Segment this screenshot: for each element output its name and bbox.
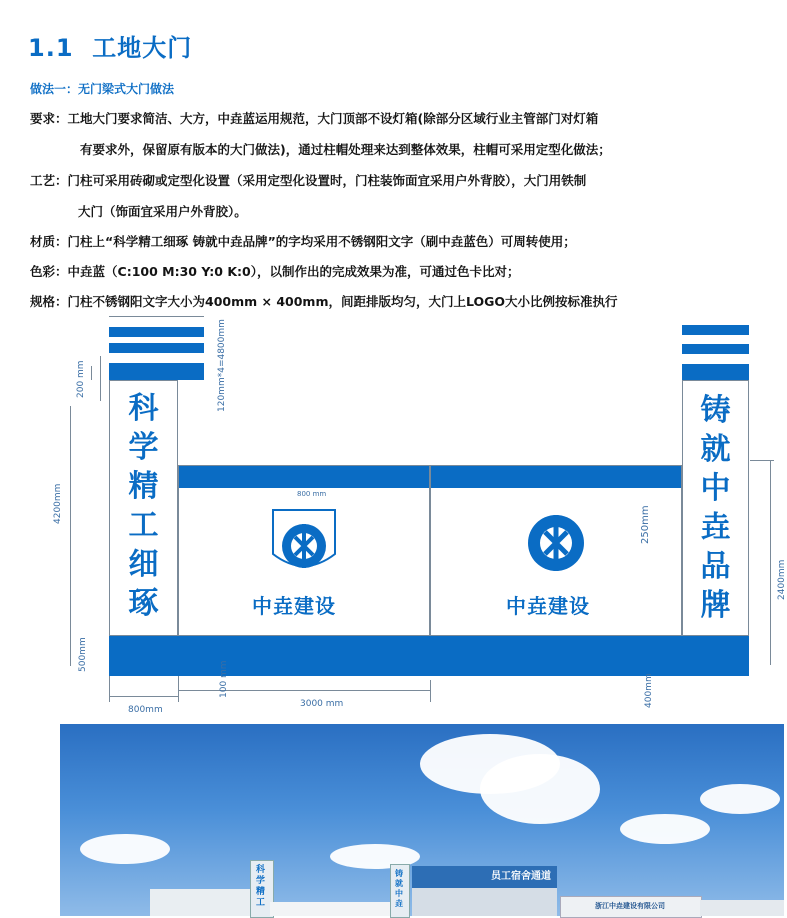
photo-mid-pole: 铸就中垚 bbox=[390, 864, 410, 918]
dim-line bbox=[109, 676, 110, 702]
dim-line-right-h bbox=[770, 460, 771, 665]
material-line: 材质：门柱上“科学精工细琢 铸就中垚品牌”的字均采用不锈钢阳文字（刷中垚蓝色）可周转使用； bbox=[30, 234, 576, 249]
pole-char: 铸 bbox=[700, 393, 731, 428]
dim-right-base: 400mm bbox=[644, 673, 654, 708]
gate-bottom-band bbox=[178, 636, 682, 676]
dim-height: 4200mm bbox=[53, 483, 63, 524]
dim-line-gate-w bbox=[178, 690, 430, 691]
dim-line-height bbox=[70, 406, 71, 666]
dim-line bbox=[430, 680, 431, 702]
cap-stripe bbox=[109, 363, 204, 380]
pole-char: 学 bbox=[128, 430, 159, 465]
gate-brand-left: 中垚建设 bbox=[252, 594, 336, 618]
dorm-building bbox=[412, 888, 557, 916]
dim-gap: 100 mm bbox=[219, 660, 229, 698]
dim-band: 250mm bbox=[640, 505, 651, 544]
cap-stripe bbox=[682, 344, 749, 354]
dim-cap-height: 200 mm bbox=[76, 360, 86, 398]
cloud bbox=[620, 814, 710, 844]
subheading: 做法一：无门梁式大门做法 bbox=[30, 82, 175, 96]
gate-logo-icon bbox=[271, 504, 337, 582]
dorm-sign: 员工宿舍通道 bbox=[412, 866, 557, 888]
pole-char: 琢 bbox=[128, 586, 159, 621]
pole-char: 科 bbox=[128, 391, 159, 426]
left-pole-text bbox=[110, 381, 177, 623]
gate-logo-icon bbox=[523, 510, 589, 576]
pole-char: 工 bbox=[128, 508, 159, 543]
cap-outline bbox=[109, 316, 204, 317]
logo-width-dim: 800 mm bbox=[297, 490, 327, 498]
cloud bbox=[700, 784, 780, 814]
pole-char: 中 bbox=[700, 471, 731, 506]
dim-line bbox=[91, 366, 92, 380]
dim-pole-width: 800mm bbox=[128, 705, 163, 715]
pole-char: 牌 bbox=[700, 588, 731, 623]
section-title bbox=[28, 28, 192, 63]
craft-line1: 工艺：门柱可采用砖砌或定型化设置（采用定型化设置时，门柱装饰面宜采用户外背胶），大门用铁制 bbox=[30, 173, 587, 188]
photo-left-pole: 科学精工 bbox=[250, 860, 274, 918]
dim-cap: 120mm*4=4800mm bbox=[217, 319, 227, 412]
dim-line bbox=[750, 460, 774, 461]
right-pole-text bbox=[683, 381, 748, 625]
left-pole bbox=[109, 380, 178, 636]
requirement-line1: 要求：工地大门要求简洁、大方，中垚蓝运用规范，大门顶部不设灯箱(除部分区域行业主管部门对灯箱 bbox=[30, 111, 599, 126]
pole-char: 就 bbox=[700, 432, 731, 467]
company-banner: 浙江中垚建设有限公司 bbox=[560, 896, 702, 918]
spec-line: 规格：门柱不锈钢阳文字大小为400mm × 400mm，间距排版均匀，大门上LOGO大小比例按标准执行 bbox=[30, 294, 618, 309]
requirement-line2: 有要求外，保留原有版本的大门做法)，通过柱帽处理来达到整体效果，柱帽可采用定型化做法； bbox=[80, 142, 611, 157]
gate-top-band bbox=[179, 466, 429, 488]
right-pole bbox=[682, 380, 749, 636]
fence bbox=[700, 900, 784, 916]
section-name: 工地大门 bbox=[92, 34, 193, 62]
color-line: 色彩：中垚蓝（C:100 M:30 Y:0 K:0），以制作出的完成效果为准，可通过色卡比对； bbox=[30, 264, 520, 279]
pole-char: 细 bbox=[128, 547, 159, 582]
pole-char: 垚 bbox=[700, 510, 731, 545]
pole-char: 精 bbox=[128, 469, 159, 504]
dim-gate-width: 3000 mm bbox=[300, 699, 344, 709]
gate-top-band bbox=[431, 466, 681, 488]
cap-stripe bbox=[682, 364, 749, 380]
craft-line2: 大门（饰面宜采用户外背胶）。 bbox=[78, 204, 247, 219]
dim-line-cap bbox=[100, 356, 101, 401]
cloud bbox=[80, 834, 170, 864]
dim-base: 500mm bbox=[78, 637, 88, 672]
gate-photo bbox=[60, 724, 784, 916]
cap-stripe bbox=[682, 325, 749, 335]
left-pole-base bbox=[109, 636, 178, 676]
gate-panel-left bbox=[178, 465, 430, 636]
cloud bbox=[480, 754, 600, 824]
section-number: 1.1 bbox=[28, 34, 74, 62]
gate-drawing bbox=[0, 310, 787, 720]
right-pole-base bbox=[682, 636, 749, 676]
dim-right-height: 2400mm bbox=[777, 559, 787, 600]
photo-gate bbox=[270, 902, 390, 916]
pole-char: 品 bbox=[700, 549, 731, 584]
gate-brand-right: 中垚建设 bbox=[506, 594, 590, 618]
dim-line-pole-w bbox=[109, 696, 178, 697]
cap-stripe bbox=[109, 327, 204, 337]
cap-stripe bbox=[109, 343, 204, 353]
dim-line bbox=[178, 676, 179, 702]
gate-panel-right bbox=[430, 465, 682, 636]
